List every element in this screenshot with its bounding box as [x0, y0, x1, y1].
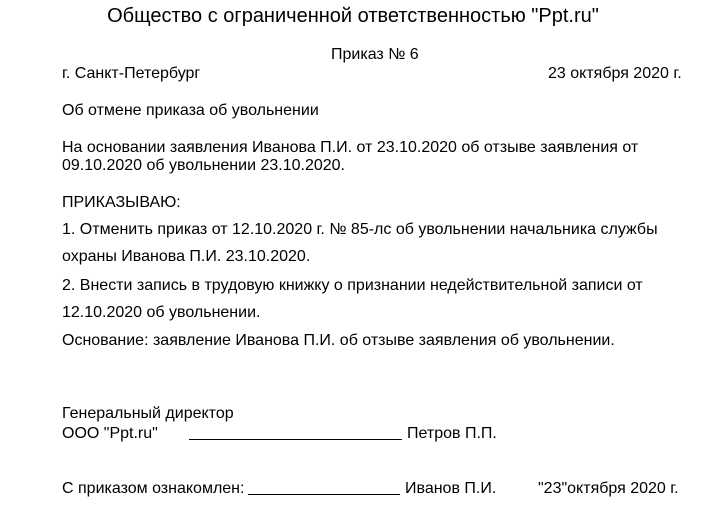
order-number: Приказ № 6: [331, 46, 419, 63]
acknowledgement-date: "23"октября 2020 г.: [538, 480, 679, 497]
signer-position: Генеральный директор: [62, 405, 234, 422]
basis-line-2: 09.10.2020 об увольнении 23.10.2020.: [62, 157, 345, 174]
item-2-line-1: 2. Внести запись в трудовую книжку о признании недействительной записи от: [62, 277, 643, 294]
grounds: Основание: заявление Иванова П.И. об отзыве заявления об увольнении.: [62, 332, 615, 349]
signer-company: ООО "Ppt.ru": [62, 425, 158, 442]
acknowledgement-name: Иванов П.И.: [405, 480, 497, 497]
city: г. Санкт-Петербург: [62, 65, 201, 82]
order-date: 23 октября 2020 г.: [548, 65, 682, 82]
signature-line-director: [189, 439, 402, 440]
item-1-line-2: охраны Иванова П.И. 23.10.2020.: [62, 248, 311, 265]
item-1-line-1: 1. Отменить приказ от 12.10.2020 г. № 85-лс об увольнении начальника службы: [62, 221, 658, 238]
item-2-line-2: 12.10.2020 об увольнении.: [62, 304, 261, 321]
signature-line-employee: [248, 494, 400, 495]
order-subject: Об отмене приказа об увольнении: [62, 102, 319, 119]
company-title: Общество с ограниченной ответственностью "Ppt.ru": [107, 5, 599, 27]
acknowledgement-label: С приказом ознакомлен:: [62, 480, 245, 497]
signer-name: Петров П.П.: [407, 425, 497, 442]
basis-line-1: На основании заявления Иванова П.И. от 23.10.2020 об отзыве заявления от: [62, 139, 639, 156]
order-word: ПРИКАЗЫВАЮ:: [62, 194, 181, 211]
